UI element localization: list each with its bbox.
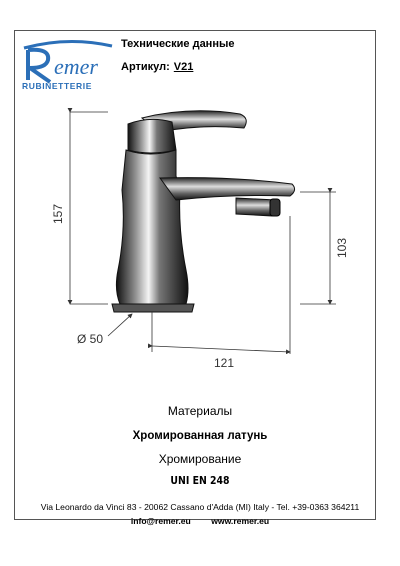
company-address: Via Leonardo da Vinci 83 - 20062 Cassano d'Adda (MI) Italy - Tel. +39-0363 364211 — [40, 502, 360, 512]
reach-label: 121 — [213, 356, 235, 370]
faucet-illustration — [112, 111, 295, 312]
height-label: 157 — [51, 203, 65, 225]
dimension-diameter-50 — [77, 314, 132, 346]
document-title: Технические данные — [121, 38, 235, 50]
dimension-spout-height-103 — [300, 192, 349, 304]
spout-height-label: 103 — [335, 237, 349, 259]
contact-line — [0, 516, 400, 526]
article-code: V21 — [173, 61, 194, 73]
svg-text:emer: emer — [54, 54, 98, 79]
dimension-height-157 — [51, 112, 108, 304]
diameter-label: Ø 50 — [77, 332, 104, 346]
email-link[interactable]: info@remer.eu — [130, 516, 191, 526]
standard-name: UNI EN 248 — [170, 474, 230, 487]
website-link[interactable]: www.remer.eu — [211, 516, 270, 526]
finish-name: Хромирование — [158, 452, 242, 466]
materials-heading: Материалы — [167, 404, 233, 418]
brand-subtitle: RUBINETTERIE — [22, 81, 93, 91]
article-label: Артикул: — [121, 61, 170, 73]
material-name: Хромированная латунь — [132, 430, 268, 442]
